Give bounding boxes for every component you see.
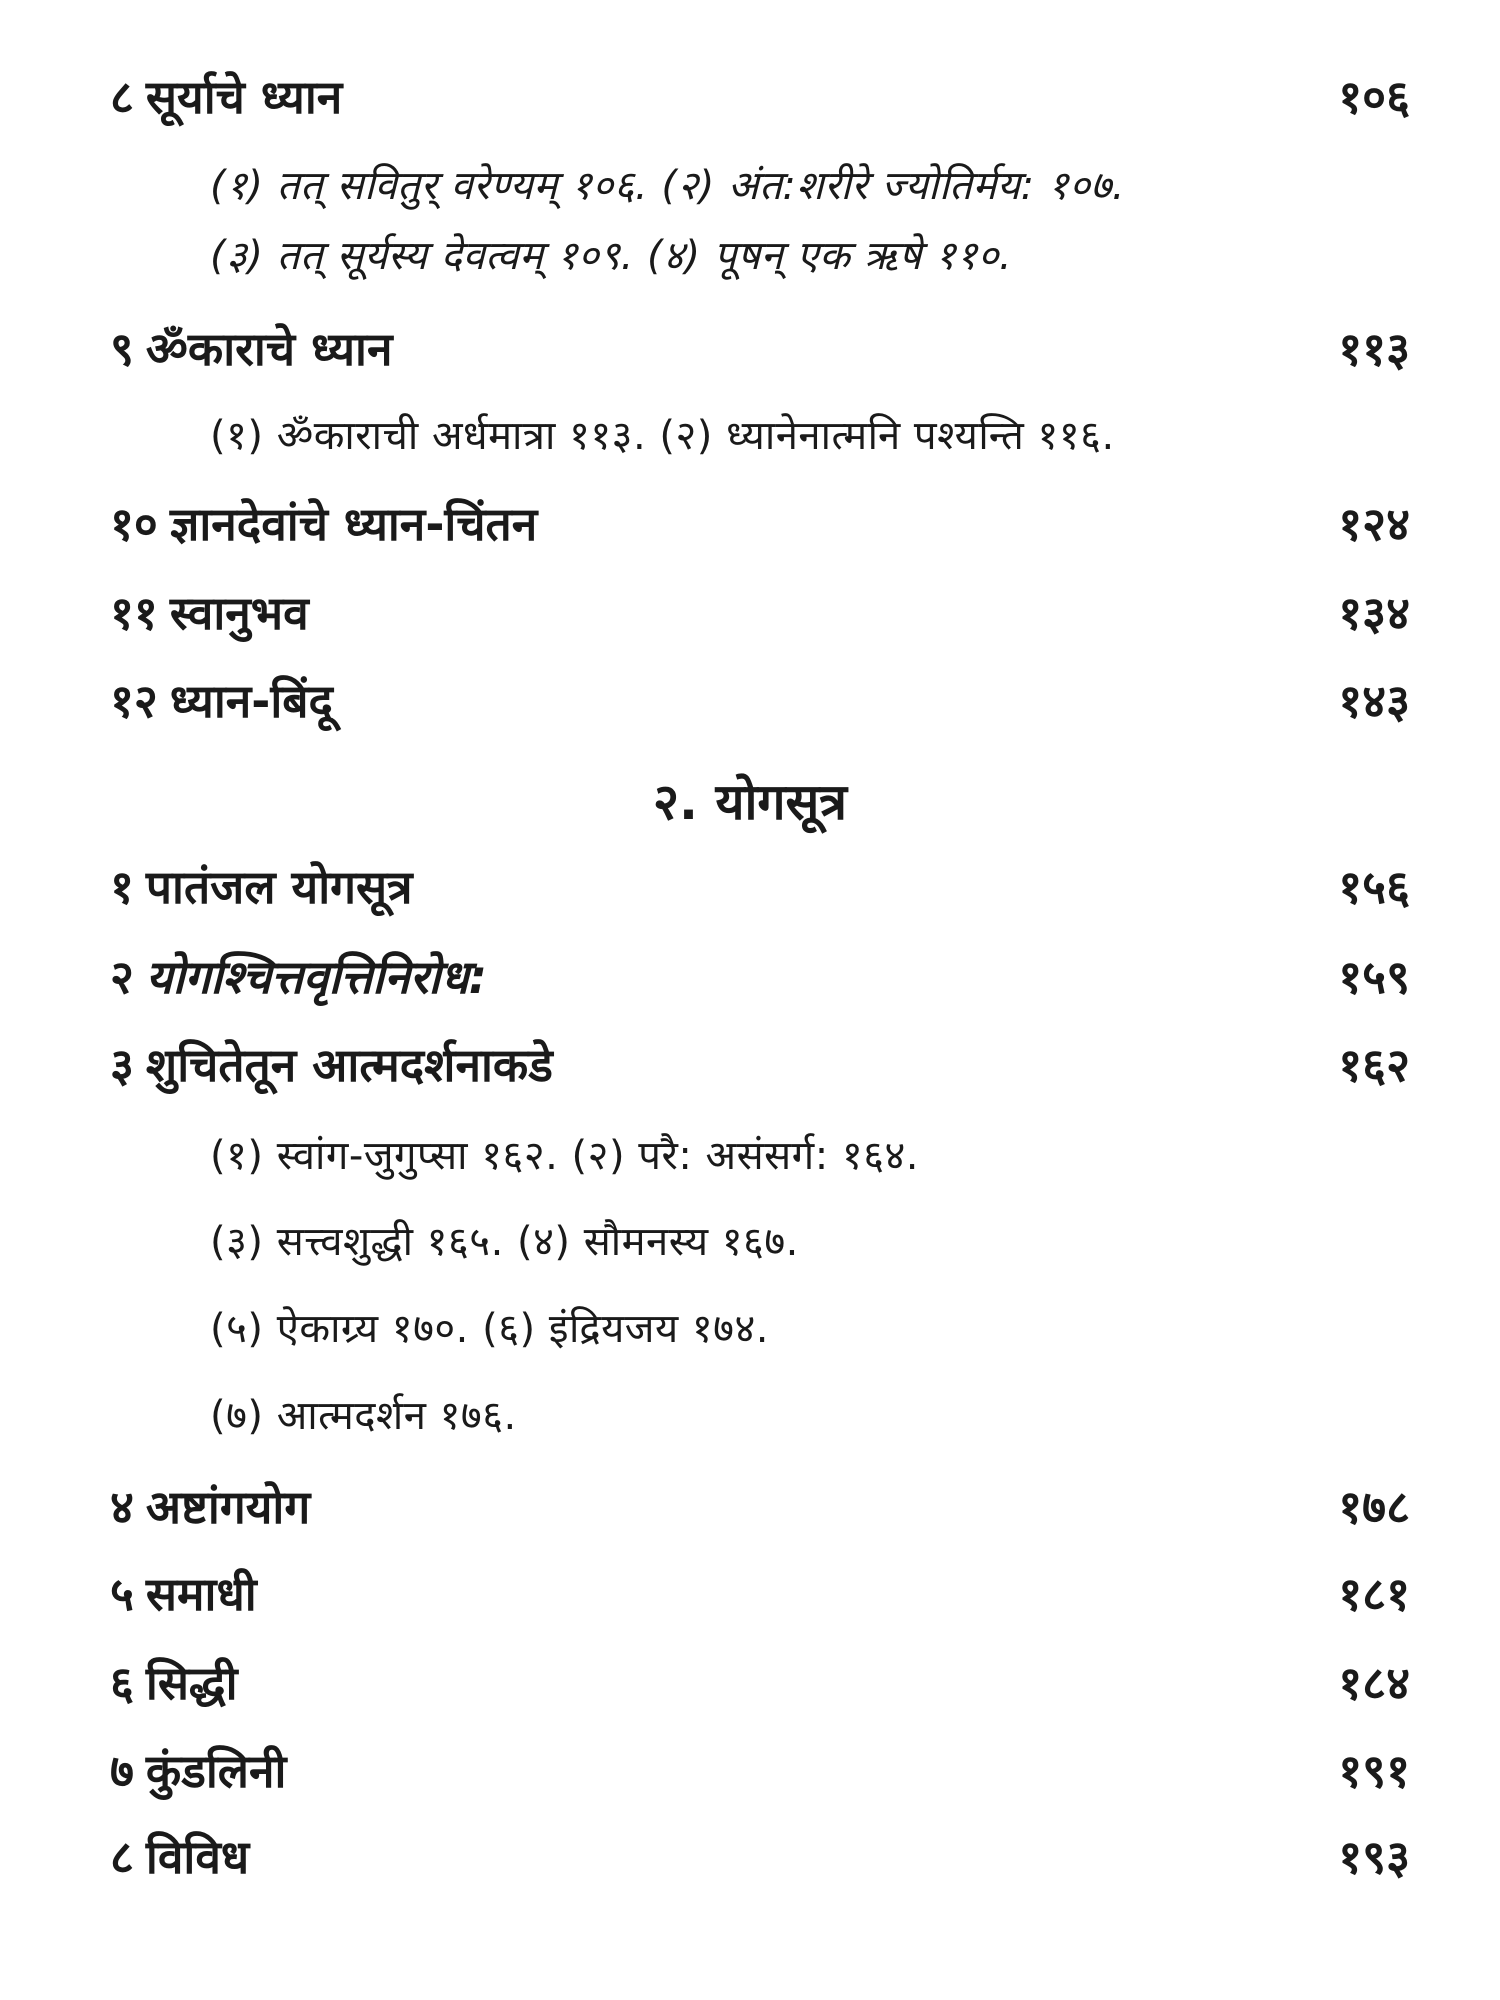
- entry-page-number: १८१: [1338, 1567, 1410, 1621]
- entry-page-number: १५६: [1338, 860, 1410, 914]
- toc-entry: [110, 1744, 1410, 1799]
- toc-entry: [110, 1480, 1410, 1535]
- section-heading: २. योगसूत्र: [653, 773, 847, 831]
- entry-page-number: १७८: [1338, 1480, 1410, 1534]
- entry-title: १२ ध्यान-बिंदू: [110, 674, 333, 728]
- entry-title: १ पातंजल योगसूत्र: [110, 860, 413, 914]
- toc-entry: [110, 1567, 1410, 1622]
- entry-page-number: १०६: [1338, 70, 1410, 124]
- entry-page-number: १३४: [1338, 586, 1410, 640]
- entry-title: ११ स्वानुभव: [110, 586, 309, 640]
- entry-title: १० ज्ञानदेवांचे ध्यान-चिंतन: [110, 497, 538, 551]
- toc-entry: [110, 674, 1410, 729]
- entry-subtopics: (१) ॐकाराची अर्धमात्रा ११३. (२) ध्यानेनात्मनि पश्यन्ति ११६.: [210, 413, 1115, 459]
- entry-page-number: १९१: [1338, 1744, 1410, 1798]
- toc-entry: [110, 322, 1410, 377]
- toc-entry: [110, 586, 1410, 641]
- entry-subtopics: (१) तत् सवितुर् वरेण्यम् १०६. (२) अंत:शरीरे ज्योतिर्मय: १०७.: [210, 163, 1125, 209]
- entry-subtopics: (७) आत्मदर्शन १७६.: [210, 1393, 517, 1439]
- entry-title: ३ शुचितेतून आत्मदर्शनाकडे: [110, 1038, 553, 1092]
- entry-subtopics: (३) तत् सूर्यस्य देवत्वम् १०९. (४) पूषन् एक ऋषे ११०.: [210, 233, 1013, 279]
- toc-entry: [110, 497, 1410, 552]
- entry-page-number: १६२: [1338, 1038, 1410, 1092]
- toc-entry: [110, 1830, 1410, 1885]
- entry-title: ८ विविध: [110, 1830, 250, 1884]
- entry-title: ४ अष्टांगयोग: [110, 1480, 311, 1534]
- entry-page-number: १४३: [1338, 674, 1410, 728]
- entry-page-number: १२४: [1338, 497, 1410, 551]
- entry-title: ७ कुंडलिनी: [110, 1744, 287, 1798]
- entry-page-number: १५९: [1338, 950, 1410, 1004]
- entry-title: ५ समाधी: [110, 1567, 257, 1621]
- entry-title: २ योगश्चित्तवृत्तिनिरोध:: [110, 950, 488, 1004]
- entry-subtopics: (१) स्वांग-जुगुप्सा १६२. (२) परै: असंसर्ग: १६४.: [210, 1133, 920, 1179]
- toc-entry: [110, 70, 1410, 125]
- entry-title: ९ ॐकाराचे ध्यान: [110, 322, 393, 376]
- toc-entry: [110, 1038, 1410, 1093]
- toc-entry: [110, 860, 1410, 915]
- entry-page-number: ११३: [1338, 322, 1410, 376]
- entry-subtopics: (३) सत्त्वशुद्धी १६५. (४) सौमनस्य १६७.: [210, 1219, 799, 1265]
- toc-entry: [110, 950, 1410, 1005]
- toc-entry: [110, 1656, 1410, 1711]
- entry-page-number: १८४: [1338, 1656, 1410, 1710]
- entry-subtopics: (५) ऐकाग्र्य १७०. (६) इंद्रियजय १७४.: [210, 1306, 769, 1352]
- entry-title: ८ सूर्याचे ध्यान: [110, 70, 343, 124]
- entry-title: ६ सिद्धी: [110, 1656, 238, 1710]
- entry-page-number: १९३: [1338, 1830, 1410, 1884]
